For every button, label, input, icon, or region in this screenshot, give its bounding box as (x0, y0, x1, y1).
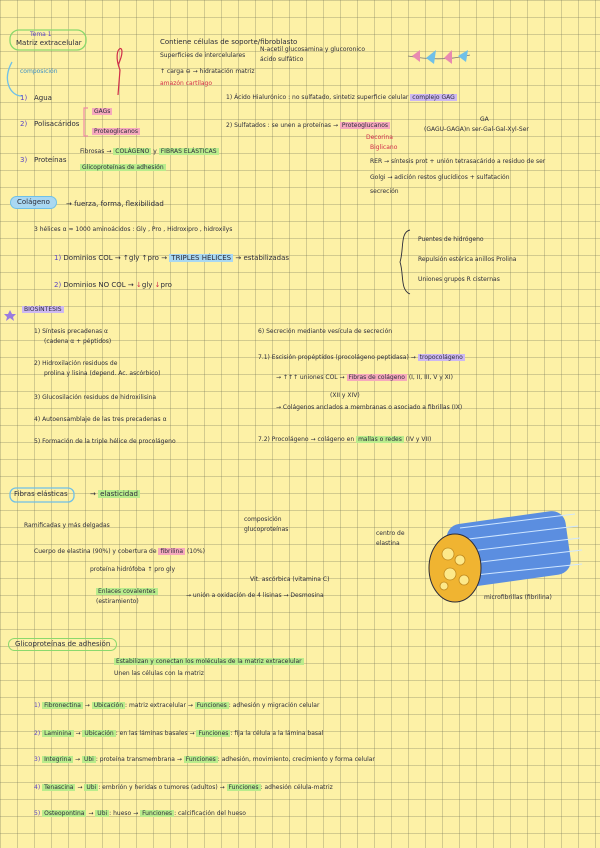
step-7b: → ↑↑↑ uniones COL → Fibras de colágeno (I, II, III, V y XI) (276, 374, 453, 381)
step-7d: → Colágenos anclados a membranas o asociado a fibrillas (IX) (276, 404, 463, 411)
decorina-label: Decorina (366, 134, 393, 141)
composicion-label: composición (244, 516, 282, 523)
glico-item: 5) Osteopontina → Ubi : hueso → Funciones : calcificación del hueso (34, 810, 246, 817)
step-1: 1) Síntesis precadenas α (34, 328, 108, 335)
centro-label: centro de (376, 530, 405, 537)
num-3: 3) (20, 156, 28, 164)
note-line-2: Superficies de intercelulares (160, 52, 246, 59)
bond-3: Uniones grupos R cisternas (418, 276, 500, 283)
num-1: 1) (20, 94, 28, 102)
union-line: → unión a oxidación de 4 lisinas → Desmosina (186, 592, 324, 599)
golgi-line: Golgi → adición restos glucídicos + sulfatación (370, 174, 510, 181)
sulfatados-line: 2) Sulfatados : se unen a proteínas → Proteoglucanos (226, 122, 388, 129)
step-2b: prolina y lisina (depend. Ac. ascórbico) (44, 370, 161, 377)
section-label-composicion: composición (20, 68, 58, 75)
enlaces-tag: Enlaces covalentes (98, 588, 156, 595)
glico-item-name: Osteopontina (44, 810, 85, 817)
colageno-props: → fuerza, forma, flexibilidad (66, 200, 164, 208)
dominios-no-col-line: 2) Dominios NO COL → ↓gly ↓pro (54, 281, 172, 289)
secrecion-line: secreción (370, 188, 399, 195)
glico-line-2: Unen las células con la matriz (114, 670, 204, 677)
fibrosas-line: Fibrosas → COLÁGENO y FIBRAS ELÁSTICAS (80, 148, 217, 155)
arrow-swirl-icon (117, 49, 122, 95)
dominios-col-line: 1) Dominios COL → ↑gly ↑pro → TRIPLES HÉLICES → estabilizadas (54, 254, 290, 262)
biosintesis-heading: BIOSÍNTESIS (24, 306, 62, 313)
note-line-2c: ácido sulfático (260, 56, 304, 63)
step-7: 7.1) Escisión propéptidos (procolágeno peptidasa) → tropocolágeno (258, 354, 463, 361)
step-3: 3) Glucosilación residuos de hidroxilisina (34, 394, 157, 401)
elastina-label: elastina (376, 540, 400, 547)
helices-line: 3 hélices α ≈ 1000 aminoácidos : Gly , Pro , Hidroxipro , hidroxilys (34, 226, 233, 233)
glico-item-name: Fibronectina (44, 702, 81, 709)
gags-tag: GAGs (94, 108, 111, 115)
microfibrillas-label: microfibrillas (fibrilina) (484, 594, 552, 601)
glicoproteinas-tag: Glicoproteínas de adhesión (82, 164, 164, 171)
rer-line: RER → síntesis prot + unión tetrasacárido a residuo de ser (370, 158, 546, 165)
glicoproteinas-heading: Glicoproteínas de adhesión (8, 638, 117, 651)
glico-item-name: Integrina (44, 756, 72, 763)
star-icon (4, 310, 16, 321)
formula-sup: GA (480, 116, 489, 123)
vitc-line: Vit. ascórbica (vitamina C) (250, 576, 330, 583)
step-8: 7.2) Procolágeno → colágeno en mallas o redes (IV y VII) (258, 436, 432, 443)
note-line-2b: N-acetil glucosamina y glucoronico (260, 46, 366, 53)
proteina-line: proteína hidrófoba ↑ pro gly (90, 566, 176, 573)
estiramiento-label: (estiramiento) (96, 598, 139, 605)
polisacaridos-label: Polisacáridos (34, 120, 80, 128)
pennant-garland-icon (408, 50, 470, 64)
topic-number: Tema 1 (30, 31, 52, 38)
proteoglicanos-tag: Proteoglicanos (94, 128, 138, 135)
note-line-1: Contiene células de soporte/fibroblasto (160, 38, 298, 46)
bond-2: Repulsión estérica anillos Prolina (418, 256, 517, 263)
brace (400, 230, 410, 294)
cuerpo-line: Cuerpo de elastina (90%) y cobertura de fibrilina (10%) (34, 548, 205, 555)
acido-hialuronico-line: 1) Ácido Hialurónico : no sulfatado, sintetiz superficie celular complejo GAG (226, 94, 455, 101)
glucoproteinas-label: glucoproteínas (244, 526, 289, 533)
glico-line-1: Estabilizan y conectan los moléculas de la matriz extracelular (116, 658, 302, 665)
step-5: 5) Formación de la triple hélice de procolágeno (34, 438, 176, 445)
glico-item-name: Tenascina (44, 784, 74, 791)
glico-item: 4) Tenascina → Ubi : embrión y heridas o tumores (adultos) → Funciones : adhesión célula-matriz (34, 784, 333, 791)
elasticas-arrow: → elasticidad (90, 490, 138, 498)
glico-item-name: Laminina (44, 730, 72, 737)
step-1b: (cadena α + péptidos) (44, 338, 112, 345)
proteinas-label: Proteínas (34, 156, 67, 164)
step-7c: (XII y XIV) (330, 392, 360, 399)
note-line-4: amazón cartílago (160, 80, 213, 87)
biglicano-label: Biglicano (370, 144, 398, 151)
formula: (GAGU-GAGA)n ser-Gal-Gal-Xyl-Ser (424, 126, 529, 133)
agua-label: Agua (34, 94, 52, 102)
note-line-3: ↑ carga ⊖ → hidratación matriz (160, 68, 255, 75)
bracket (84, 108, 88, 136)
elasticas-heading: Fibras elásticas (14, 490, 68, 498)
glico-item: 2) Laminina → Ubicación : en las láminas basales → Funciones : fija la célula a la lámina basal (34, 730, 324, 737)
glico-item: 1) Fibronectina → Ubicación : matriz extracelular → Funciones : adhesión y migración celular (34, 702, 320, 709)
num-2: 2) (20, 120, 28, 128)
step-2: 2) Hidroxilación residuos de (34, 360, 118, 367)
bond-1: Puentes de hidrógeno (418, 236, 484, 243)
elastic-fiber-illustration (429, 509, 582, 602)
step-6: 6) Secreción mediante vesícula de secreción (258, 328, 393, 335)
colageno-heading: Colágeno (10, 196, 57, 209)
step-4: 4) Autoensamblaje de las tres precadenas α (34, 416, 167, 423)
ramificadas-line: Ramificadas y más delgadas (24, 522, 110, 529)
page-title: Matriz extracelular (16, 39, 82, 47)
glico-item: 3) Integrina → Ubi : proteína transmembrana → Funciones : adhesión, movimiento, crecimiento y forma celular (34, 756, 375, 763)
